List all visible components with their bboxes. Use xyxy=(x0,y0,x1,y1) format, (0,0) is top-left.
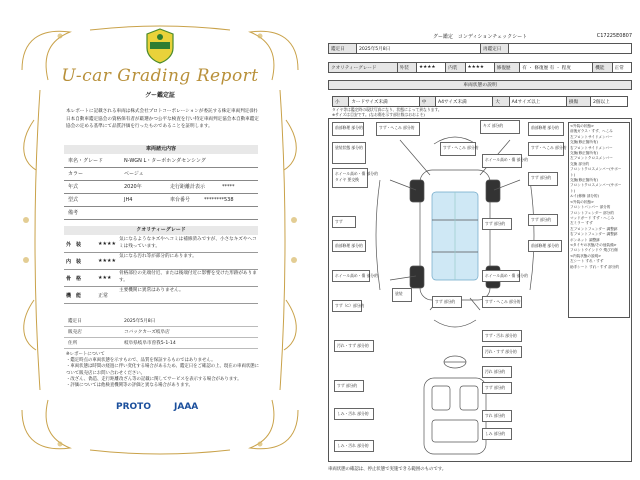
interior-label: 内装 xyxy=(446,63,465,73)
size-large-text: A4サイズ以上 xyxy=(509,97,566,107)
grade-label: 外 装 xyxy=(66,242,82,248)
grade-frame xyxy=(64,270,258,287)
legend-line: <外装の状態> xyxy=(570,124,594,128)
damage-label: すず・へこみ 部分的 xyxy=(379,125,415,130)
legend-line: フロントクロスメンバー(サポート) xyxy=(570,183,622,193)
grade-label: 機 能 xyxy=(66,293,82,299)
shop-label: 住所 xyxy=(68,341,78,346)
certificate-name: グー鑑定証 xyxy=(144,92,175,99)
car-diagram-icon xyxy=(360,120,550,465)
row-label2: 走行距離計表示 xyxy=(170,184,206,190)
shop-value: 岐阜県岐阜市曽我5-1-14 xyxy=(124,341,176,346)
legend-line: フロントウインドウ 飛び石傷 xyxy=(570,248,618,253)
redate-value xyxy=(509,44,632,54)
damage-label: すず 部分的 xyxy=(337,383,358,388)
note-line: ・鑑定時点の車両状態を示すもので、品質を保証するものではありません。 xyxy=(66,358,216,364)
row-value2: ********538 xyxy=(204,197,234,203)
function-value: 正常 xyxy=(612,63,631,73)
damage-label: しみ 部分的 xyxy=(485,431,506,436)
footer-logos xyxy=(116,398,216,416)
grade-exterior xyxy=(64,236,258,253)
row-label: 備考 xyxy=(68,210,79,216)
grade-stars: ★★★★ xyxy=(98,241,116,247)
damage-label: ホイール高め・傷 部分的 xyxy=(485,157,528,162)
damage-label: 汚れ・すず 部分的 xyxy=(337,343,369,348)
label-box xyxy=(334,340,374,352)
size-medium-text: A4サイズ未満 xyxy=(436,97,493,107)
legend-line: ボンネット 調整跡 xyxy=(570,237,600,242)
date-table xyxy=(328,43,632,54)
size-note-2: ※サイズは目安です。(なお傷を示す部位数はおおよそ) xyxy=(332,112,425,117)
label-box xyxy=(332,216,356,228)
repair-detail: 有 ・ 修復歴 有 ・ 程度 xyxy=(520,63,593,73)
damage-label: 前部修理 部分的 xyxy=(531,125,559,130)
label-box xyxy=(482,366,512,378)
row-label: 車名・グレード xyxy=(68,158,104,164)
state-header: 車両状態の説明 xyxy=(328,80,632,90)
damage-label: すれ 部分的 xyxy=(485,413,506,418)
bottom-note: 車両状態の確認は、停止状態で実施できる範囲のものです。 xyxy=(328,467,447,472)
size-table xyxy=(332,96,628,107)
damage-label: すず（C）部分的 xyxy=(335,303,365,308)
note-line: ・評価については他検査機関等の評価と異なる場合があります。 xyxy=(66,383,193,389)
report-logo-title: U-car Grading Report xyxy=(61,66,259,86)
label-box xyxy=(334,440,374,452)
size-large-label: 大 xyxy=(493,97,509,107)
legend-line: 交換(修正箇所有) xyxy=(570,140,598,145)
legend-line: 交換(修正箇所有) xyxy=(570,151,598,156)
row-value2: ***** xyxy=(222,184,235,190)
grade-interior xyxy=(64,253,258,270)
damage-label: 前部修理 部分的 xyxy=(335,125,363,130)
label-box xyxy=(332,300,365,312)
legend-line: 左ミラー すず xyxy=(570,221,593,226)
interior-value: ★★★★ xyxy=(465,63,494,73)
damage-label: 汚れ 部分的 xyxy=(485,369,506,374)
legend-line: 右フロントフェンダー 調整跡 xyxy=(570,232,618,237)
label-box xyxy=(432,296,462,308)
label-box xyxy=(528,122,564,136)
row-label2: 車台番号 xyxy=(170,197,191,203)
damage-label: 前部修理 部分的 xyxy=(335,243,363,248)
row-year xyxy=(64,181,258,194)
damage-label: 汚れ・すず 部分的 xyxy=(485,349,517,354)
jaaa-logo: JAAA xyxy=(174,402,199,412)
row-color xyxy=(64,168,258,181)
sheet-code: C17225E0807 xyxy=(596,33,632,39)
label-box xyxy=(482,296,522,308)
row-value: JH4 xyxy=(124,197,133,203)
note-line: ・車両状態は時間の経過に伴い変化する場合があるため、鑑定日をご確認の上、現在の車両状態について販売店にお問い合わせください。 xyxy=(66,364,260,376)
row-car-name xyxy=(64,155,258,168)
label-box xyxy=(528,142,567,156)
damage-label: 塗装状態 部分的 xyxy=(335,145,363,150)
condition-legend xyxy=(570,124,622,270)
label-box xyxy=(334,380,364,392)
damage-label: しみ・汚れ 部分的 xyxy=(337,411,369,416)
function-label: 機能 xyxy=(593,63,612,73)
legend-line: フロントフェンダー 部分的 xyxy=(570,210,614,215)
row-label: 型式 xyxy=(68,197,79,203)
label-box xyxy=(482,270,528,282)
label-box xyxy=(482,428,512,440)
legend-line: 左シート すれ・すず xyxy=(570,259,604,264)
row-value: 2020年 xyxy=(124,184,142,190)
damage-label: タイヤ 要交換 xyxy=(335,177,359,182)
damage-label: ホイール高め・傷 部分的 xyxy=(485,273,528,278)
label-box xyxy=(480,120,520,134)
exterior-label: 外装 xyxy=(397,63,416,73)
damage-label: すず・へこみ 部分的 xyxy=(443,145,479,150)
damage-label: 損傷 xyxy=(566,97,590,107)
grade-function xyxy=(64,287,258,304)
label-box xyxy=(332,122,364,136)
size-small-label: 小 xyxy=(333,97,349,107)
grade-text: 気になる汚れ等が部分的にあります。 xyxy=(119,254,197,259)
row-inspection-date xyxy=(64,316,258,327)
label-box xyxy=(528,172,558,186)
size-medium-label: 中 xyxy=(419,97,435,107)
intro-text: 本レポートに記載される車両は株式会社プロトコーポレーションが委託する株定車両判定(財)日本自動車鑑定協会の資格保有者が厳選かつ公平な検査を行い特定車両判定協会本自動車鑑定協会の定める基準にて品質評価を行ったものであることを証明します。 xyxy=(66,109,259,129)
damage-label: 前部修理 部分的 xyxy=(531,243,559,248)
goo-kantei-badge-icon xyxy=(145,28,175,64)
size-small-text: カードサイズ未満 xyxy=(349,97,419,107)
legend-line: 前後ガラス・すず、へこみ xyxy=(570,129,613,134)
legend-line: 助手シート すれ・すず 部分的 xyxy=(570,264,620,269)
shop-value: 2025年5月8日 xyxy=(124,319,156,324)
label-box xyxy=(332,168,378,188)
quality-section-header: クオリティーグレード xyxy=(64,226,258,235)
legend-line: ルイ(修修 部分的) xyxy=(570,194,599,199)
label-box xyxy=(332,240,366,252)
note-line: ・改ざん、偽造、走行距離改ざん等の記載に関してサービスを表示する場合があります。 xyxy=(66,376,242,382)
legend-line: フロントバンパー 部分的 xyxy=(570,205,611,210)
damage-label: ホイール高め・傷 部分的 xyxy=(335,273,378,278)
legend-line: <内装状態の説明> xyxy=(570,253,602,258)
vehicle-section-header: 車両諸元内容 xyxy=(64,145,258,154)
damage-label: すず 部分的 xyxy=(485,385,506,390)
damage-label: すず 部分的 xyxy=(485,221,506,226)
label-box xyxy=(332,142,366,164)
exterior-value: ★★★★ xyxy=(416,63,445,73)
label-box xyxy=(392,288,412,302)
label-box xyxy=(376,122,420,136)
row-value: ベージュ xyxy=(124,171,144,177)
legend-line: 左フロントクロスメンバー xyxy=(570,156,613,161)
row-address xyxy=(64,338,258,349)
damage-label: 塗装 xyxy=(395,291,403,296)
damage-label: すず・へこみ 部分的 xyxy=(485,299,521,304)
sheet-title: グー鑑定 コンディションチェックシート xyxy=(432,34,528,40)
label-box xyxy=(334,408,374,420)
grade-text: 主要機関に異常はありません。 xyxy=(119,288,184,293)
damage-label: すず 部分的 xyxy=(531,217,552,222)
label-box xyxy=(482,218,512,230)
damage-label: キズ 部分的 xyxy=(483,123,504,128)
label-box xyxy=(482,410,512,422)
date-label: 鑑定日 xyxy=(329,44,357,54)
legend-line: マッドガード すず・へこみ xyxy=(570,215,615,220)
grade-label: 内 装 xyxy=(66,259,82,265)
shop-label: 販売店 xyxy=(68,330,82,335)
repair-label: 修復歴 xyxy=(494,63,520,73)
damage-label: すず 部分的 xyxy=(435,299,456,304)
row-remarks xyxy=(64,207,258,220)
legend-line: 交換(修正箇所有) xyxy=(570,178,598,183)
row-label: 年式 xyxy=(68,184,79,190)
report-notes xyxy=(66,352,262,389)
note-line: ※レポートについて xyxy=(66,352,105,357)
legend-line: 交換 部分的 xyxy=(570,161,590,166)
legend-line: フロントクロスメンバー(サポート) xyxy=(570,167,622,177)
redate-label: 再鑑定日 xyxy=(481,44,509,54)
legend-line: 右フロントサイドメンバー xyxy=(570,145,613,150)
row-label: カラー xyxy=(68,171,84,177)
row-value: N-WGN L・ターボホンダセンシング xyxy=(124,158,206,164)
label-box xyxy=(528,214,558,226)
damage-label: すず・へこみ 部分的 xyxy=(531,145,567,150)
quality-label: クオリティーグレード xyxy=(329,63,398,73)
date-value: 2025年5月8日 xyxy=(357,44,481,54)
damage-label: しみ・汚れ 部分的 xyxy=(337,443,369,448)
grade-text: 気になるようなキズやへコミは補修済みですが、小さなキズやへコミは残っています。 xyxy=(119,237,257,249)
damage-label: すず・汚れ 部分的 xyxy=(485,333,517,338)
proto-logo: PROTO xyxy=(116,402,151,412)
grade-stars: 正常 xyxy=(98,293,109,299)
grade-text: 骨格部位の先端付近、または後端付近に影響を受けた形跡があります。 xyxy=(119,271,257,283)
grade-stars: ★★★ xyxy=(98,275,112,281)
grade-stars: ★★★★ xyxy=(98,258,116,264)
legend-line: 左フロントフェンダー 調整跡 xyxy=(570,226,618,231)
label-box xyxy=(528,240,562,252)
damage-label: すず xyxy=(335,219,343,224)
label-box xyxy=(482,154,528,168)
size-note: タイヤ等は鑑定時の現状写真になり、状態によって異なります。 xyxy=(332,107,442,112)
quality-table xyxy=(328,62,632,73)
grade-label: 骨 格 xyxy=(66,276,82,282)
label-box xyxy=(482,330,522,342)
label-box xyxy=(482,346,522,358)
row-model xyxy=(64,194,258,207)
legend-line: <タイヤの状態/その他装備> xyxy=(570,242,617,247)
legend-line: 左フロントサイドメンバー xyxy=(570,134,613,139)
damage-value: 2個以上 xyxy=(591,97,628,107)
row-dealer xyxy=(64,327,258,338)
label-box xyxy=(332,270,378,282)
label-box xyxy=(440,142,479,156)
damage-label: すず 部分的 xyxy=(531,175,552,180)
legend-line: <外装の状態> xyxy=(570,199,594,204)
label-box xyxy=(482,382,512,394)
damage-label: ホイール高め・傷 部分的 xyxy=(335,171,378,176)
shop-label: 鑑定日 xyxy=(68,319,82,324)
shop-value: コバックカーズ岐阜店 xyxy=(124,330,170,335)
